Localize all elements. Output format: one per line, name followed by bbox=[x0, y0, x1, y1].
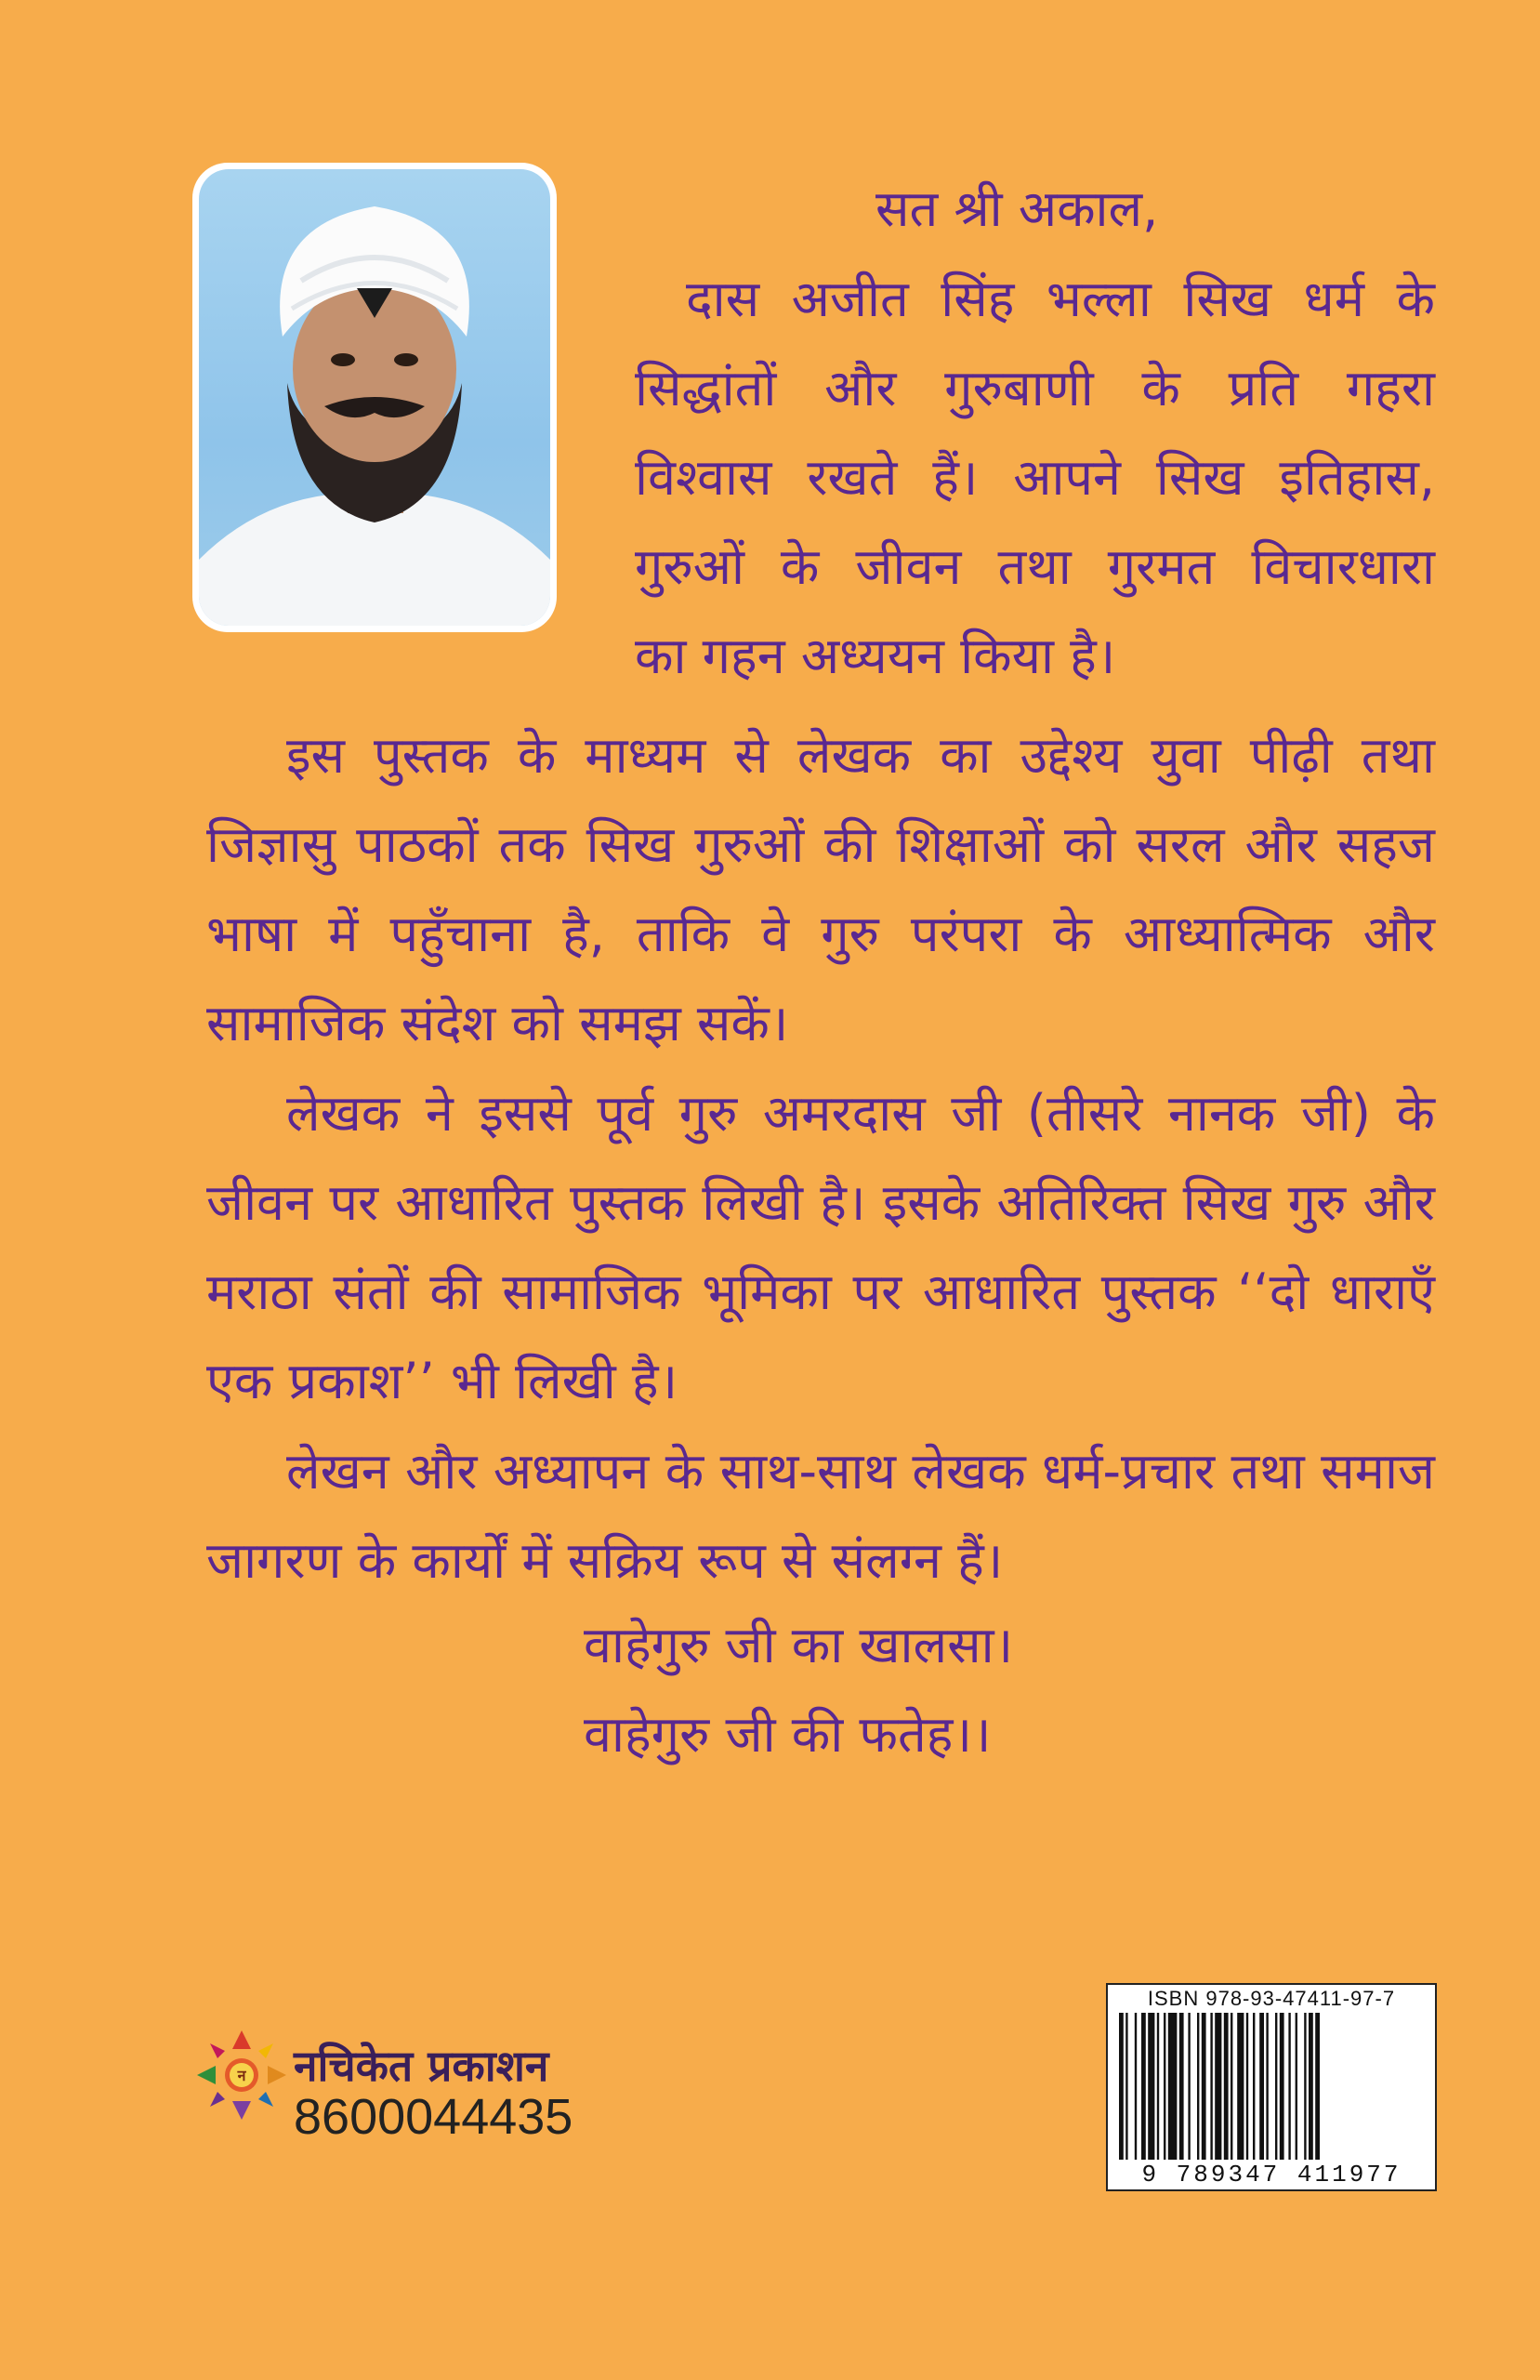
greeting: सत श्री अकाल, bbox=[875, 179, 1159, 238]
publisher-logo-icon bbox=[195, 2029, 288, 2122]
author-photo bbox=[199, 169, 550, 626]
paragraph-previous-works: लेखक ने इससे पूर्व गुरु अमरदास जी (तीसरे नानक जी) के जीवन पर आधारित पुस्तक लिखी है। इसके अतिरिक्त सिख गुरु और मराठा संतों की सामाजिक भूमिका पर आधारित पुस्तक ‘‘दो धाराएँ एक प्रकाश’’ भी लिखी है। bbox=[206, 1084, 1435, 1410]
intro-line: का गहन अध्ययन किया है। bbox=[635, 627, 1116, 685]
barcode-bars bbox=[1119, 2013, 1426, 2160]
intro-line: विश्वास रखते हैं। आपने सिख इतिहास, bbox=[635, 448, 1435, 507]
isbn-barcode bbox=[1106, 1983, 1437, 2191]
paragraph-purpose: इस पुस्तक के माध्यम से लेखक का उद्देश्य युवा पीढ़ी तथा जिज्ञासु पाठकों तक सिख गुरुओं की शिक्षाओं को सरल और सहज भाषा में पहुँचाना है, ताकि वे गुरु परंपरा के आध्यात्मिक और सामाजिक संदेश को समझ सकें। bbox=[206, 726, 1435, 1052]
intro-line: दास अजीत सिंह भल्ला सिख धर्म के bbox=[686, 270, 1435, 328]
svg-text:न: न bbox=[237, 2067, 246, 2084]
author-photo-frame bbox=[192, 163, 557, 632]
publisher-phone: 8600044435 bbox=[294, 2089, 573, 2145]
intro-line: सिद्धांतों और गुरुबाणी के प्रति गहरा bbox=[635, 359, 1435, 417]
closing-line: वाहेगुरु जी का खालसा। bbox=[584, 1616, 1014, 1674]
publisher-name: नचिकेत प्रकाशन bbox=[294, 2041, 549, 2091]
closing-line: वाहेगुरु जी की फतेह।। bbox=[584, 1705, 992, 1764]
intro-line: गुरुओं के जीवन तथा गुरमत विचारधारा bbox=[635, 537, 1435, 596]
barcode-digits: 9 789347 411977 bbox=[1108, 2160, 1435, 2189]
isbn-label: ISBN 978-93-47411-97-7 bbox=[1147, 1987, 1396, 2010]
paragraph-activities: लेखन और अध्यापन के साथ-साथ लेखक धर्म-प्रचार तथा समाज जागरण के कार्यों में सक्रिय रूप से संलग्न हैं। bbox=[206, 1442, 1435, 1590]
